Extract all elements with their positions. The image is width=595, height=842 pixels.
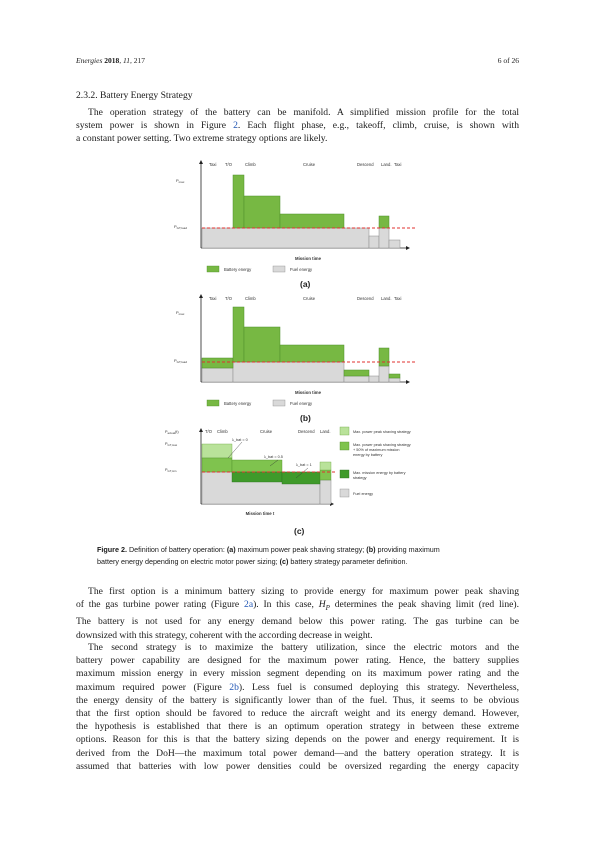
panel-b-ylabel-pgt: $P_{GT,load}$ — [174, 358, 188, 364]
legend-fuel-swatch — [340, 489, 349, 497]
panel-a-y-arrow — [199, 160, 203, 164]
figure-2 — [160, 156, 535, 536]
fuel-energy-block — [320, 480, 331, 504]
fuel-energy-block — [369, 376, 379, 382]
legend-half-swatch — [340, 442, 349, 450]
fuel-energy-block — [233, 362, 344, 382]
battery-energy-block — [233, 175, 244, 228]
intro-paragraph — [76, 106, 519, 146]
panel-c-ylabel-gtmin: $P_{GT,min}$ — [165, 468, 177, 473]
body-line: The first option is a minimum battery sizing to provide energy for maximum power peak shaving — [88, 586, 519, 597]
fuel-energy-block — [379, 228, 389, 248]
panel-b — [174, 294, 415, 423]
panel-c-ylabel-gtmax: $P_{GT,max}$ — [165, 442, 178, 447]
body-line: options. Reason for this is that the battery sizing depends on the power and energy requirement. It is — [76, 734, 519, 746]
panel-c-phase-label: Land. — [320, 429, 331, 434]
page-header — [76, 56, 519, 68]
legend-fuel-label: Fuel energy — [353, 492, 374, 496]
battery-energy-block — [244, 196, 280, 228]
panel-b-phase-label: Descend — [357, 296, 374, 301]
panel-a-ylabel-pgt: $P_{GT,load}$ — [174, 224, 188, 230]
journal-name: Energies — [76, 56, 103, 65]
legend-fuel-swatch — [273, 400, 285, 406]
legend-max-energy-label: Max. mission energy by battery strategy — [353, 471, 406, 480]
panel-b-phase-label: Taxi — [209, 296, 217, 301]
panel-a-phase-label: T/O — [225, 162, 232, 167]
fuel-energy-block — [379, 366, 389, 382]
battery-energy-block — [379, 348, 389, 366]
panel-b-phase-label: Climb — [245, 296, 256, 301]
panel-c-label: (c) — [294, 526, 305, 536]
panel-c-phase-label: Descend — [298, 429, 315, 434]
body-line: derived from the DoH—the maximum total power demand—and the battery operation strategy. It is — [76, 747, 519, 759]
fuel-energy-block — [389, 240, 400, 248]
panel-c-ylabel-actual: $P_{actual}(t)$ — [165, 430, 179, 435]
body-line: maximum mission energy in every mission segment depending on its maximum power rating and the — [76, 668, 519, 680]
max-energy-block — [232, 472, 282, 482]
legend-max-peak-swatch — [340, 427, 349, 435]
panel-b-ylabel-pmax: $P_{max}$ — [176, 310, 185, 316]
section-number: 2.3.2. — [76, 90, 98, 101]
panel-b-label: (b) — [300, 413, 311, 423]
panel-a-xlabel: Mission time — [294, 256, 322, 261]
battery-energy-block — [344, 370, 369, 376]
panel-a-phase-label: Land. — [381, 162, 392, 167]
panel-b-phase-label: Land. — [381, 296, 392, 301]
body-line: downsized with this strategy, coherent with the according decrease in weight. — [76, 629, 373, 641]
section-title: Battery Energy Strategy — [100, 90, 193, 101]
body-line: that the first option should be favored to reduce the aircraft weight and its energy demand. However, — [76, 708, 519, 720]
fuel-energy-block — [369, 236, 379, 248]
half-energy-block — [202, 458, 232, 472]
figure-link[interactable]: 2a — [244, 599, 254, 611]
battery-energy-block — [280, 214, 344, 228]
body-line: battery power capability are designed for the maximum power rating. Hence, the battery supplies — [76, 655, 519, 667]
caption-line: battery energy depending on electric motor power sizing; (c) battery strategy parameter definition. — [97, 557, 408, 566]
body-line: The second strategy is to maximize the battery utilization, since the electric motors and the — [88, 642, 519, 653]
panel-c-phase-label: T/O — [205, 429, 212, 434]
panel-a-phase-label: Climb — [245, 162, 256, 167]
max-peak-shaving-block — [202, 444, 232, 458]
legend-battery-swatch — [207, 266, 219, 272]
legend-fuel-swatch — [273, 266, 285, 272]
legend-half-label: Max. power peak shaving strategy + 50% of maximum mission energy by battery — [353, 443, 411, 457]
body-line: The battery is not used for any energy demand below this power rating. The gas turbine can be — [76, 616, 519, 628]
legend-battery-label: Battery energy — [224, 267, 252, 272]
body-line: the hypothesis is established that there is an optimum operation strategy in between these extreme — [76, 721, 519, 733]
body-paragraph-1 — [76, 585, 519, 642]
body-line: maximum required power (Figure 2b). Less fuel is consumed deploying this strategy. Nevertheless, — [76, 681, 520, 693]
battery-energy-block — [244, 327, 280, 362]
panel-a-label: (a) — [300, 279, 311, 289]
panel-c-phase-label: Climb — [217, 429, 228, 434]
legend-fuel-label: Fuel energy — [290, 401, 313, 406]
figure-caption — [97, 544, 507, 568]
legend-battery-swatch — [207, 400, 219, 406]
lambda-label-05: λ_bat = 0.5 — [264, 455, 283, 459]
intro-line: The operation strategy of the battery can be manifold. A simplified mission profile for the total — [88, 107, 519, 118]
battery-energy-block — [389, 374, 400, 378]
fuel-energy-block — [202, 228, 369, 248]
panel-a-x-arrow — [406, 246, 410, 250]
panel-a-phase-label: Taxi — [394, 162, 402, 167]
panel-a-phase-label: Taxi — [209, 162, 217, 167]
lambda-label-0: λ_bat = 0 — [232, 438, 248, 442]
fuel-energy-block — [344, 376, 369, 382]
legend-max-peak-label: Max. power peak shaving strategy — [353, 430, 411, 434]
panel-b-phase-label: Taxi — [394, 296, 402, 301]
body-paragraph-2 — [76, 641, 519, 773]
battery-energy-block — [280, 345, 344, 362]
section-heading — [76, 90, 193, 101]
body-line: of the gas turbine power rating (Figure 2a). In this case, $H_P$ determines the peak shaving limit (red line). — [76, 599, 519, 613]
max-peak-shaving-block — [320, 462, 331, 470]
panel-c-phase-label: Cruise — [260, 429, 273, 434]
panel-b-x-arrow — [406, 380, 410, 384]
panel-b-phase-label: Cruise — [303, 296, 316, 301]
caption-label: Figure 2. — [97, 545, 127, 554]
panel-a-phase-label: Cruise — [303, 162, 316, 167]
body-line: the energy density of the battery is significantly lower than of the fuel. Thus, it seems to be obvious — [76, 694, 519, 706]
panel-b-phase-label: T/O — [225, 296, 232, 301]
battery-energy-block — [233, 307, 244, 362]
panel-c — [165, 427, 411, 536]
legend-max-energy-swatch — [340, 470, 349, 478]
battery-energy-block — [379, 216, 389, 228]
page-number: 6 of 26 — [497, 56, 519, 65]
panel-a — [174, 160, 415, 289]
article-number: 217 — [133, 56, 145, 65]
caption-line: Figure 2. Definition of battery operation: (a) maximum power peak shaving strategy; (b) providing maximum — [97, 545, 440, 554]
lambda-label-1: λ_bat = 1 — [296, 463, 312, 467]
panel-a-ylabel-pmax: $P_{max}$ — [176, 178, 185, 184]
intro-line: a constant power setting. Two extreme strategy options are likely. — [76, 133, 328, 145]
panel-b-y-arrow — [199, 294, 203, 298]
figure-link[interactable]: 2b — [229, 681, 239, 693]
legend-battery-label: Battery energy — [224, 401, 252, 406]
battery-energy-block — [202, 358, 233, 368]
fuel-energy-block — [202, 368, 233, 382]
journal-citation: Energies 2018, 11, 217 — [76, 56, 145, 65]
figure-link[interactable]: 2 — [233, 120, 238, 132]
panel-c-xlabel: Mission time t — [245, 511, 275, 516]
journal-year: 2018 — [104, 56, 120, 65]
half-energy-block — [320, 470, 331, 480]
intro-line: system power is shown in Figure 2. Each flight phase, e.g., takeoff, climb, cruise, is shown with — [76, 120, 519, 132]
journal-volume: 11 — [123, 56, 130, 65]
half-energy-block — [232, 460, 282, 472]
panel-a-phase-label: Descend — [357, 162, 374, 167]
body-line: assumed that batteries with low power densities could be oversized regarding the energy capacity — [76, 760, 519, 772]
fuel-energy-block — [389, 378, 400, 382]
legend-fuel-label: Fuel energy — [290, 267, 313, 272]
panel-c-y-arrow — [199, 428, 203, 432]
panel-b-xlabel: Mission time — [294, 390, 322, 395]
